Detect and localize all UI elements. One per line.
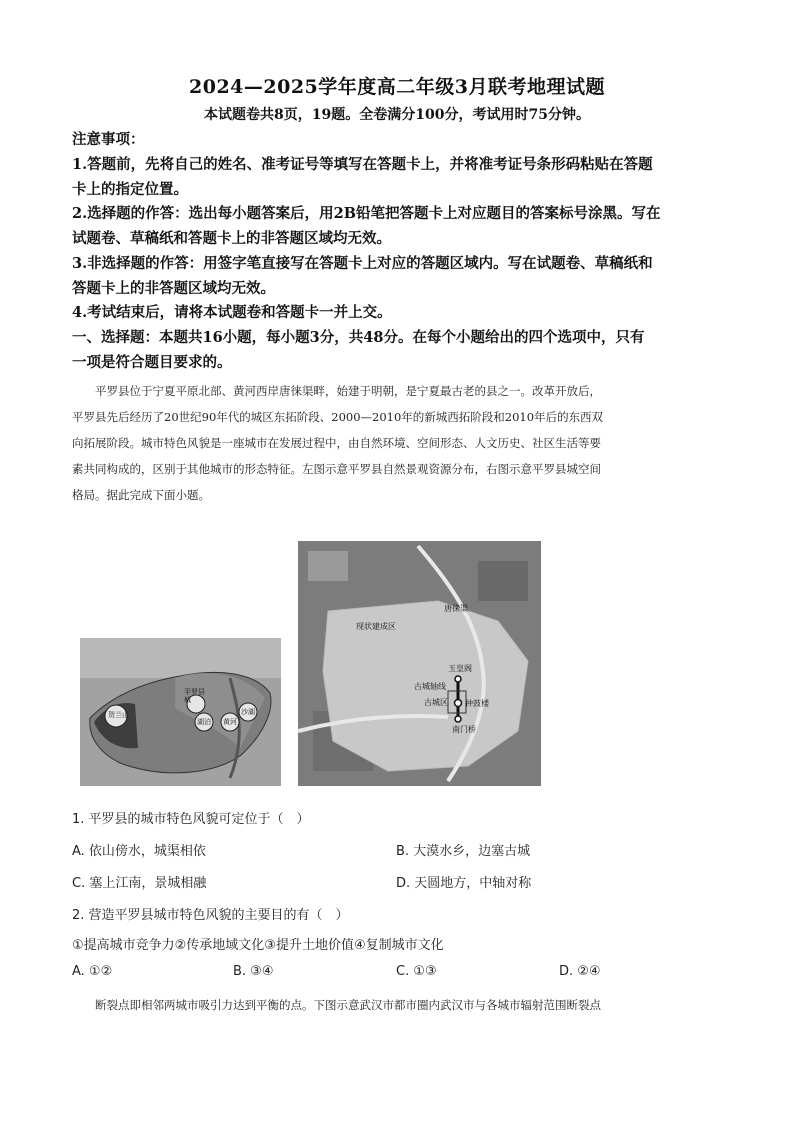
question-2-option-d[interactable]: D. ②④ xyxy=(559,964,601,979)
right-map-label: 南门桥 xyxy=(452,725,476,734)
question-2-option-a[interactable]: A. ①② xyxy=(72,964,113,979)
question-1-option-b[interactable]: B. 大漠水乡，边塞古城 xyxy=(396,844,531,859)
question-1-option-d[interactable]: D. 天圆地方，中轴对称 xyxy=(396,876,532,891)
right-map-graphic xyxy=(298,541,541,786)
passage-line: 平罗县先后经历了20世纪90年代的城区东拓阶段、2000—2010年的新城西拓阶段和2010年后的东西双 xyxy=(72,410,604,424)
question-1-stem: 1. 平罗县的城市特色风貌可定位于（ ） xyxy=(72,812,310,827)
question-2-items: ①提高城市竞争力②传承地域文化③提升土地价值④复制城市文化 xyxy=(72,938,444,953)
right-map-label: 现状建成区 xyxy=(356,622,396,631)
notice-heading: 注意事项： xyxy=(72,131,145,148)
notice-item: 试题卷、草稿纸和答题卡上的非答题区域均无效。 xyxy=(72,230,391,247)
left-map-label: 黄河 xyxy=(223,718,237,726)
question-2-option-b[interactable]: B. ③④ xyxy=(233,964,274,979)
right-map-label: 古城区 xyxy=(424,698,448,707)
right-map-label: 古城轴线 xyxy=(414,682,446,691)
notice-item: 卡上的指定位置。 xyxy=(72,181,188,198)
passage-line: 素共同构成的，区别于其他城市的形态特征。左图示意平罗县自然景观资源分布，右图示意平罗县城空间 xyxy=(72,462,601,476)
right-map-image xyxy=(298,541,541,786)
notice-item: 3.非选择题的作答：用签字笔直接写在答题卡上对应的答题区域内。写在试题卷、草稿纸和 xyxy=(72,255,653,272)
right-map-label: 唐徕渠 xyxy=(444,604,468,613)
left-map-label: 平罗县城 xyxy=(184,688,205,704)
notice-item: 1.答题前，先将自己的姓名、准考证号等填写在答题卡上，并将准考证号条形码粘贴在答题 xyxy=(72,156,653,173)
section-heading: 一、选择题：本题共16小题，每小题3分，共48分。在每个小题给出的四个选项中，只有 xyxy=(72,329,645,346)
left-map-label: 沙湖 xyxy=(241,708,255,716)
notice-item: 2.选择题的作答：选出每小题答案后，用2B铅笔把答题卡上对应题目的答案标号涂黑。写在 xyxy=(72,205,661,222)
notice-item: 4.考试结束后，请将本试题卷和答题卡一并上交。 xyxy=(72,304,392,321)
question-1-option-a[interactable]: A. 依山傍水，城渠相依 xyxy=(72,844,206,859)
left-map-label: 湖泊 xyxy=(197,718,211,726)
passage-line: 向拓展阶段。城市特色风貌是一座城市在发展过程中，由自然环境、空间形态、人文历史、社区生活等要 xyxy=(72,436,601,450)
page-title: 2024—2025学年度高二年级3月联考地理试题 xyxy=(189,76,605,98)
right-map-label: 玉皇阁 xyxy=(448,664,472,673)
notice-item: 答题卡上的非答题区域均无效。 xyxy=(72,280,275,297)
question-2-stem: 2. 营造平罗县城市特色风貌的主要目的有（ ） xyxy=(72,908,349,923)
passage-line: 格局。据此完成下面小题。 xyxy=(72,488,210,502)
section-heading-cont: 一项是符合题目要求的。 xyxy=(72,354,232,371)
passage-line: 平罗县位于宁夏平原北部、黄河西岸唐徕渠畔，始建于明朝，是宁夏最古老的县之一。改革开放后， xyxy=(95,384,601,398)
question-1-option-c[interactable]: C. 塞上江南，景城相融 xyxy=(72,876,207,891)
passage-2-line: 断裂点即相邻两城市吸引力达到平衡的点。下图示意武汉市都市圈内武汉市与各城市辐射范围断裂点 xyxy=(95,998,601,1012)
left-map-image xyxy=(80,638,281,786)
left-map-label: 贺兰山 xyxy=(108,711,129,719)
question-2-option-c[interactable]: C. ①③ xyxy=(396,964,437,979)
right-map-label: 钟鼓楼 xyxy=(465,699,489,708)
page-subtitle: 本试题卷共8页，19题。全卷满分100分，考试用时75分钟。 xyxy=(204,107,590,123)
